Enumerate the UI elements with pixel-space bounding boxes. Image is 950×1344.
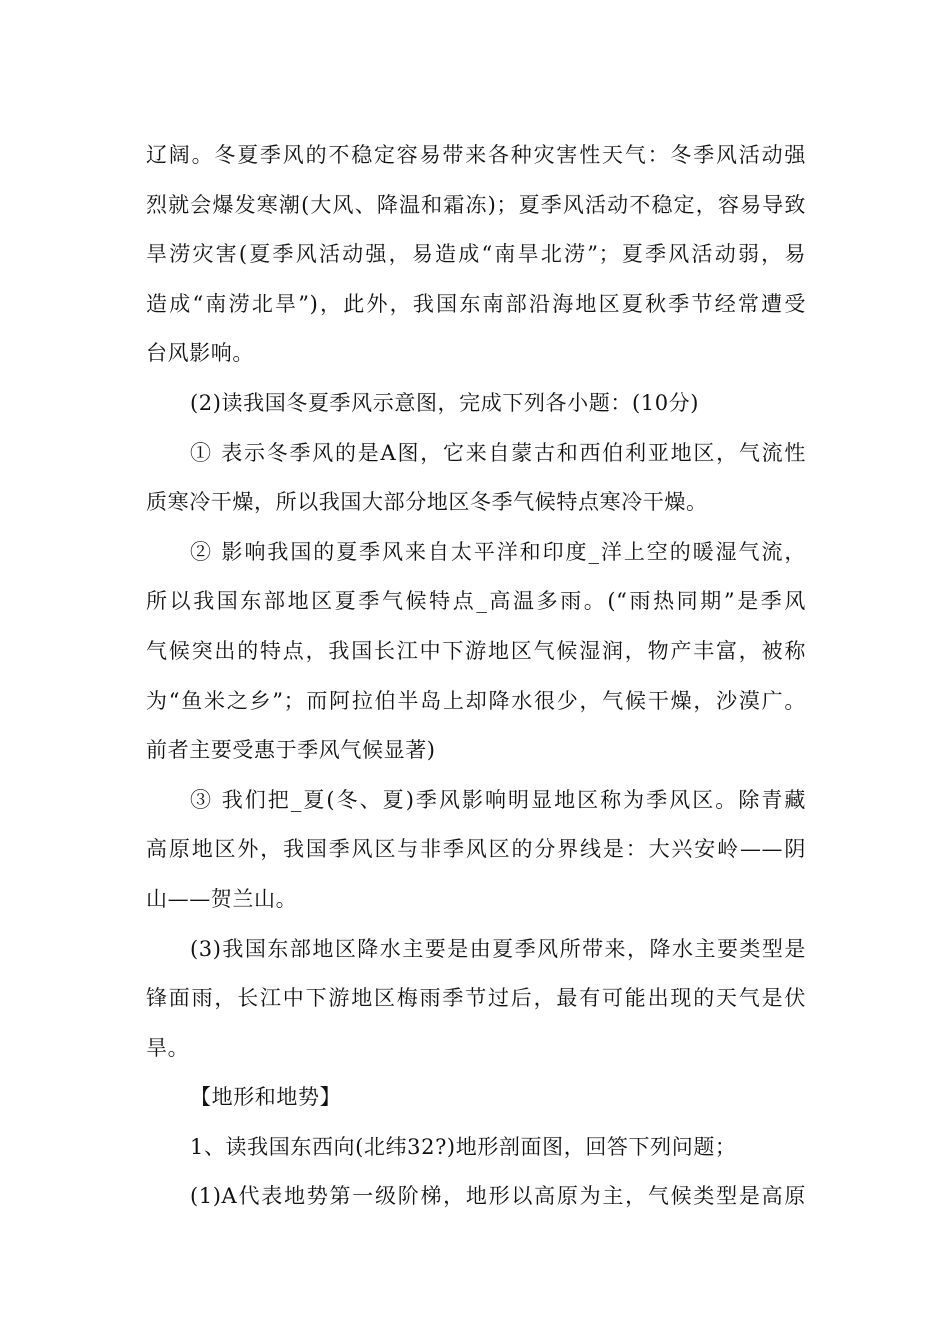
document-page xyxy=(146,131,806,1222)
text-line: 山——贺兰山。 xyxy=(146,886,298,911)
text-line: 台风影响。 xyxy=(146,341,254,366)
text-line: 烈就会爆发寒潮(大风、降温和霜冻)；夏季风活动不稳定，容易导致 xyxy=(146,192,806,217)
text-line: (1)A代表地势第一级阶梯，地形以高原为主，气候类型是高原 xyxy=(190,1184,806,1209)
text-line: 造成“南涝北旱”)，此外，我国东南部沿海地区夏秋季节经常遭受 xyxy=(146,291,806,316)
text-line: (3)我国东部地区降水主要是由夏季风所带来，降水主要类型是 xyxy=(190,936,806,961)
text-line: ① 表示冬季风的是A图，它来自蒙古和西伯利亚地区，气流性 xyxy=(190,440,806,465)
text-line: 气候突出的特点，我国长江中下游地区气候湿润，物产丰富，被称 xyxy=(146,638,806,663)
text-line: ② 影响我国的夏季风来自太平洋和印度_洋上空的暖湿气流， xyxy=(190,539,806,564)
text-line: ③ 我们把_夏(冬、夏)季风影响明显地区称为季风区。除青藏 xyxy=(190,787,806,812)
text-line: 锋面雨，长江中下游地区梅雨季节过后，最有可能出现的天气是伏 xyxy=(146,986,806,1011)
text-line: 辽阔。冬夏季风的不稳定容易带来各种灾害性天气：冬季风活动强 xyxy=(146,143,806,167)
question-2-heading: (2)读我国冬夏季风示意图，完成下列各小题：(10分) xyxy=(190,390,700,415)
text-line: 高原地区外，我国季风区与非季风区的分界线是：大兴安岭——阴 xyxy=(146,837,806,862)
text-line: 旱。 xyxy=(146,1035,190,1060)
text-line: 质寒冷干燥，所以我国大部分地区冬季气候特点寒冷干燥。 xyxy=(146,490,708,515)
text-line: 前者主要受惠于季风气候显著) xyxy=(146,738,436,763)
question-1-heading: 1、读我国东西向(北纬32?)地形剖面图，回答下列问题； xyxy=(190,1134,737,1159)
text-line: 为“鱼米之乡”；而阿拉伯半岛上却降水很少，气候干燥，沙漠广。 xyxy=(146,688,806,713)
section-heading: 【地形和地势】 xyxy=(190,1085,342,1110)
text-line: 所以我国东部地区夏季气候特点_高温多雨。(“雨热同期”是季风 xyxy=(146,589,806,614)
text-line: 旱涝灾害(夏季风活动强，易造成“南旱北涝”；夏季风活动弱，易 xyxy=(146,242,806,267)
